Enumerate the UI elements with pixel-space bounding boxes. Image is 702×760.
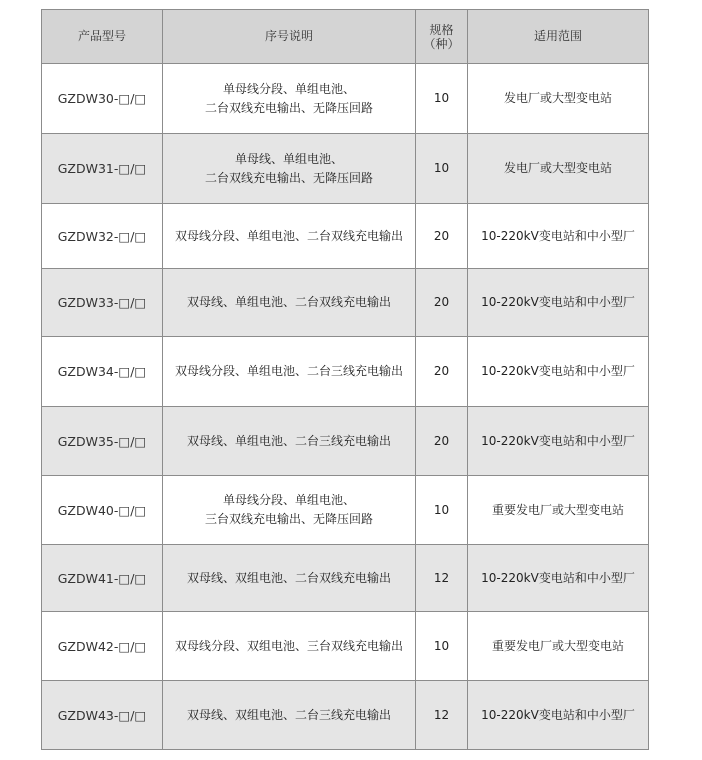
header-scope: 适用范围 <box>468 10 649 64</box>
model-cell: GZDW43-□/□ <box>42 681 163 750</box>
description-line: 双母线、单组电池、二台三线充电输出 <box>186 433 391 448</box>
table-row <box>42 204 649 269</box>
header-model: 产品型号 <box>42 10 163 64</box>
scope-cell: 10-220kV变电站和中小型厂 <box>468 407 649 476</box>
description-line: 双母线分段、双组电池、三台双线充电输出 <box>174 638 403 653</box>
table-row <box>42 64 649 134</box>
spec-cell: 20 <box>416 204 468 269</box>
description-line: 双母线分段、单组电池、二台三线充电输出 <box>174 364 403 378</box>
model-cell: GZDW41-□/□ <box>42 545 163 612</box>
description-cell <box>163 681 416 750</box>
model-cell: GZDW32-□/□ <box>42 204 163 269</box>
description-cell <box>163 269 416 337</box>
header-row <box>42 10 649 64</box>
table-row <box>42 545 649 612</box>
spec-cell: 10 <box>416 612 468 681</box>
scope-cell: 10-220kV变电站和中小型厂 <box>468 269 649 337</box>
description-cell <box>163 134 416 204</box>
description-line: 单母线分段、单组电池、 <box>222 81 355 96</box>
model-cell: GZDW31-□/□ <box>42 134 163 204</box>
description-line: 二台双线充电输出、无降压回路 <box>204 100 373 115</box>
spec-cell: 20 <box>416 337 468 407</box>
spec-cell: 10 <box>416 134 468 204</box>
description-cell <box>163 407 416 476</box>
model-cell: GZDW35-□/□ <box>42 407 163 476</box>
description-cell <box>163 612 416 681</box>
model-cell: GZDW42-□/□ <box>42 612 163 681</box>
scope-cell: 10-220kV变电站和中小型厂 <box>468 681 649 750</box>
header-spec-line2: （种） <box>423 36 460 51</box>
header-description: 序号说明 <box>163 10 416 64</box>
description-line: 双母线、双组电池、二台三线充电输出 <box>186 707 391 722</box>
description-line: 三台双线充电输出、无降压回路 <box>204 512 373 526</box>
table-row <box>42 337 649 407</box>
table-row <box>42 612 649 681</box>
table-row <box>42 681 649 750</box>
model-cell: GZDW40-□/□ <box>42 476 163 545</box>
spec-cell: 20 <box>416 407 468 476</box>
description-cell <box>163 545 416 612</box>
description-line: 单母线、单组电池、 <box>234 151 343 166</box>
model-cell: GZDW30-□/□ <box>42 64 163 134</box>
spec-cell: 12 <box>416 681 468 750</box>
scope-cell: 发电厂或大型变电站 <box>468 134 649 204</box>
spec-cell: 20 <box>416 269 468 337</box>
table-row <box>42 269 649 337</box>
table-row <box>42 476 649 545</box>
table-row <box>42 134 649 204</box>
description-line: 双母线、双组电池、二台双线充电输出 <box>186 570 391 585</box>
scope-cell: 10-220kV变电站和中小型厂 <box>468 545 649 612</box>
table-row <box>42 407 649 476</box>
description-cell <box>163 204 416 269</box>
description-line: 双母线、单组电池、二台双线充电输出 <box>186 295 391 309</box>
header-spec-line1: 规格 <box>429 22 454 37</box>
model-cell: GZDW34-□/□ <box>42 337 163 407</box>
description-line: 单母线分段、单组电池、 <box>222 493 355 507</box>
spec-cell: 12 <box>416 545 468 612</box>
description-cell <box>163 64 416 134</box>
description-line: 双母线分段、单组电池、二台双线充电输出 <box>174 228 403 243</box>
scope-cell: 10-220kV变电站和中小型厂 <box>468 337 649 407</box>
product-table <box>41 9 649 750</box>
model-cell: GZDW33-□/□ <box>42 269 163 337</box>
spec-cell: 10 <box>416 64 468 134</box>
scope-cell: 重要发电厂或大型变电站 <box>468 612 649 681</box>
scope-cell: 重要发电厂或大型变电站 <box>468 476 649 545</box>
description-cell <box>163 337 416 407</box>
description-cell <box>163 476 416 545</box>
spec-cell: 10 <box>416 476 468 545</box>
description-line: 二台双线充电输出、无降压回路 <box>204 170 373 185</box>
header-spec <box>416 10 468 64</box>
scope-cell: 10-220kV变电站和中小型厂 <box>468 204 649 269</box>
scope-cell: 发电厂或大型变电站 <box>468 64 649 134</box>
